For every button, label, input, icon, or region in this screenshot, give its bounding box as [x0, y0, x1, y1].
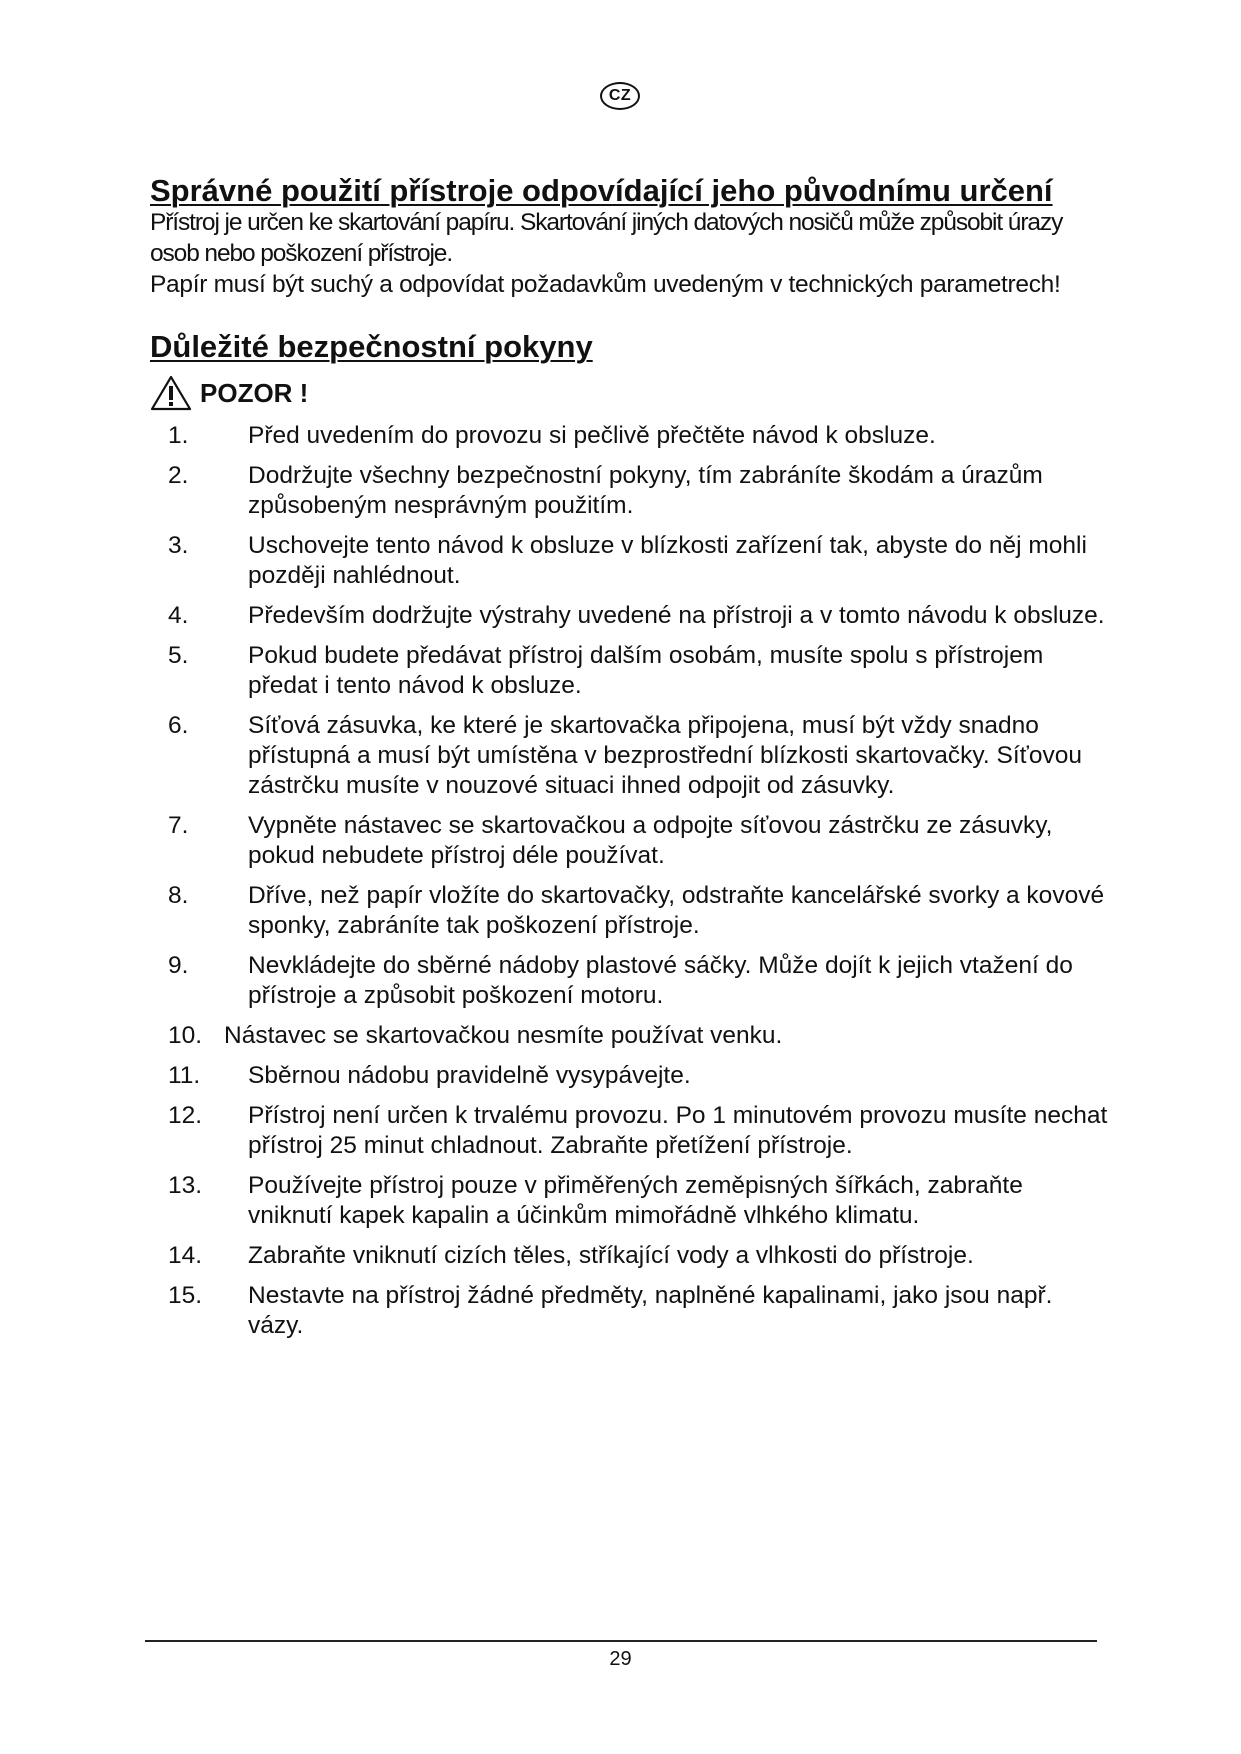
list-item: [150, 641, 1110, 701]
list-item: [150, 421, 1110, 451]
item-text: Přístroj není určen k trvalému provozu. Po 1 minutovém provozu musíte nechat přístroj 25 minut chladnout. Zabraňte přetížení přístroje.: [248, 1102, 1108, 1159]
item-text: Pokud budete předávat přístroj dalším osobám, musíte spolu s přístrojem předat i tento návod k obsluze.: [248, 642, 1044, 699]
item-text: Nestavte na přístroj žádné předměty, naplněné kapalinami, jako jsou např. vázy.: [248, 1282, 1053, 1339]
item-number: 14.: [168, 1242, 203, 1269]
item-number: 2.: [168, 462, 189, 489]
intended-use-paragraph-1: Přístroj je určen ke skartování papíru. Skartování jiných datových nosičů může způsobit úrazy osob nebo poškození přístroje.: [150, 209, 1063, 267]
list-item: [150, 881, 1110, 941]
page-number: 29: [609, 1648, 632, 1670]
list-item: [150, 601, 1110, 631]
item-text: Dříve, než papír vložíte do skartovačky, odstraňte kancelářské svorky a kovové sponky, zabráníte tak poškození přístroje.: [248, 882, 1105, 939]
item-text: Uschovejte tento návod k obsluze v blízkosti zařízení tak, abyste do něj mohli později nahlédnout.: [248, 532, 1087, 589]
item-number: 8.: [168, 882, 189, 909]
item-number: 11.: [168, 1062, 201, 1089]
item-text: Před uvedením do provozu si pečlivě přečtěte návod k obsluze.: [248, 422, 936, 449]
item-text: Dodržujte všechny bezpečnostní pokyny, tím zabráníte škodám a úrazům způsobeným nesprávným použitím.: [248, 462, 1043, 519]
item-number: 9.: [168, 952, 189, 979]
safety-instructions-list: [150, 421, 1110, 1341]
item-number: 6.: [168, 712, 189, 739]
item-number: 7.: [168, 812, 189, 839]
item-number: 10.: [168, 1022, 203, 1049]
item-number: 13.: [168, 1172, 203, 1199]
section-title-safety: Důležité bezpečnostní pokyny: [150, 329, 593, 364]
intended-use-paragraph-2: Papír musí být suchý a odpovídat požadavkům uvedeným v technických parametrech!: [150, 271, 1061, 298]
footer-divider: [145, 1640, 1097, 1642]
item-number: 5.: [168, 642, 189, 669]
language-badge: CZ: [600, 82, 640, 110]
list-item: [150, 711, 1110, 801]
item-text: Nevkládejte do sběrné nádoby plastové sáčky. Může dojít k jejich vtažení do přístroje a způsobit poškození motoru.: [248, 952, 1073, 1009]
list-item: [150, 1241, 1110, 1271]
item-number: 1.: [168, 422, 189, 449]
section-title-intended-use: Správné použití přístroje odpovídající jeho původnímu určení: [150, 173, 1053, 208]
warning-heading: [150, 373, 1110, 413]
item-number: 12.: [168, 1102, 203, 1129]
warning-triangle-icon: [150, 374, 192, 412]
page-content: [150, 174, 1110, 1351]
list-item: [150, 1061, 1110, 1091]
item-text: Nástavec se skartovačkou nesmíte používat venku.: [224, 1022, 783, 1049]
list-item: [150, 1281, 1110, 1341]
item-number: 4.: [168, 602, 189, 629]
list-item: [150, 1101, 1110, 1161]
list-item: [150, 1021, 1110, 1051]
item-text: Především dodržujte výstrahy uvedené na přístroji a v tomto návodu k obsluze.: [248, 602, 1105, 629]
list-item: [150, 1171, 1110, 1231]
item-number: 15.: [168, 1282, 203, 1309]
list-item: [150, 951, 1110, 1011]
item-number: 3.: [168, 532, 189, 559]
item-text: Sběrnou nádobu pravidelně vysypávejte.: [248, 1062, 691, 1089]
item-text: Zabraňte vniknutí cizích těles, stříkající vody a vlhkosti do přístroje.: [248, 1242, 974, 1269]
list-item: [150, 811, 1110, 871]
warning-label: POZOR !: [200, 377, 309, 408]
list-item: [150, 531, 1110, 591]
item-text: Síťová zásuvka, ke které je skartovačka připojena, musí být vždy snadno přístupná a musí být umístěna v bezprostřední blízkosti skartovačky. Síťovou zástrčku musíte v nouzové situaci ihned odpojit od zásuvky.: [248, 712, 1082, 799]
list-item: [150, 461, 1110, 521]
item-text: Používejte přístroj pouze v přiměřených zeměpisných šířkách, zabraňte vniknutí kapek kapalin a účinkům mimořádně vlhkého klimatu.: [248, 1172, 1023, 1229]
item-text: Vypněte nástavec se skartovačkou a odpojte síťovou zástrčku ze zásuvky, pokud nebudete přístroj déle používat.: [248, 812, 1053, 869]
